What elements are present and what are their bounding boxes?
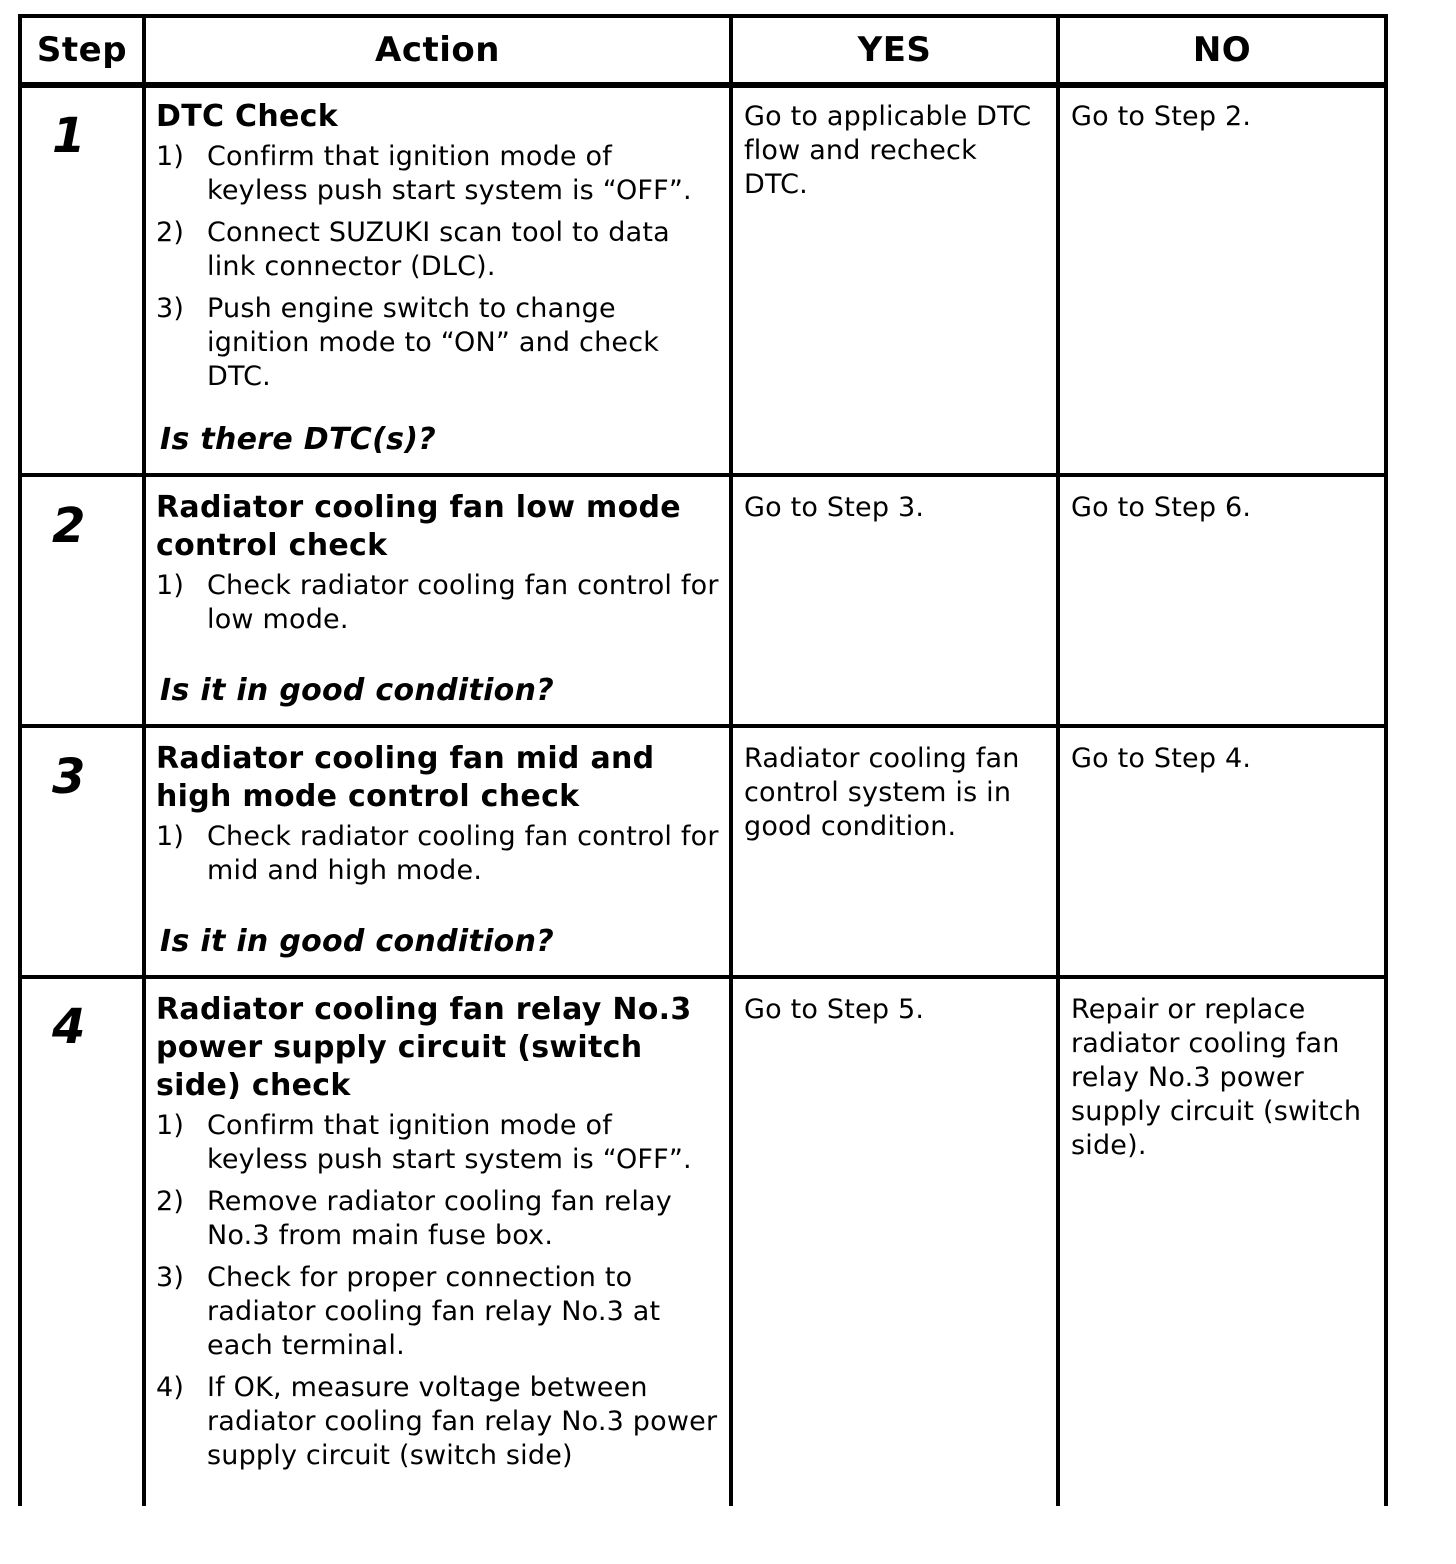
action-item-number: 1) (156, 821, 185, 852)
no-cell: Go to Step 4. (1071, 743, 1252, 774)
header-yes: YES (857, 30, 932, 70)
action-question: Is there DTC(s)? (160, 422, 436, 457)
action-item (156, 569, 719, 637)
action-item (156, 292, 719, 394)
step-number: 3 (52, 749, 86, 805)
row-divider (18, 86, 1388, 88)
step-number: 1 (52, 108, 86, 164)
action-item (156, 1371, 719, 1473)
action-cell (146, 740, 729, 975)
table-border-right (1384, 14, 1388, 1506)
action-item-text: Check for proper connection to radiator cooling fan relay No.3 at each terminal. (207, 1262, 661, 1361)
action-item (156, 140, 719, 208)
header-step: Step (36, 30, 128, 70)
row-divider (18, 975, 1388, 979)
column-divider (1056, 14, 1060, 1506)
action-item-number: 2) (156, 1186, 185, 1217)
action-item-text: Confirm that ignition mode of keyless push start system is “OFF”. (207, 1110, 692, 1175)
action-item-number: 4) (156, 1372, 185, 1403)
action-item-number: 1) (156, 1110, 185, 1141)
action-list (156, 1109, 719, 1473)
action-item (156, 1109, 719, 1177)
action-title: Radiator cooling fan relay No.3 power supply circuit (switch side) check (156, 992, 692, 1103)
action-item-number: 1) (156, 141, 185, 172)
action-question: Is it in good condition? (160, 673, 554, 708)
action-item-number: 1) (156, 570, 185, 601)
action-item-text: Push engine switch to change ignition mode to “ON” and check DTC. (207, 293, 660, 392)
action-title: DTC Check (156, 99, 338, 134)
no-cell: Go to Step 2. (1071, 101, 1252, 132)
action-list (156, 140, 719, 394)
column-divider (729, 14, 733, 1506)
row-divider (18, 473, 1388, 477)
action-item-text: Remove radiator cooling fan relay No.3 from main fuse box. (207, 1186, 672, 1251)
action-question: Is it in good condition? (160, 924, 554, 959)
action-item-text: Confirm that ignition mode of keyless push start system is “OFF”. (207, 141, 692, 206)
yes-cell: Go to applicable DTC flow and recheck DTC. (744, 101, 1032, 200)
action-item-text: Check radiator cooling fan control for mid and high mode. (207, 821, 719, 886)
action-item-number: 2) (156, 217, 185, 248)
action-cell (146, 489, 729, 724)
action-cell (146, 98, 729, 473)
action-cell (146, 991, 729, 1506)
action-item-text: Check radiator cooling fan control for low mode. (207, 570, 719, 635)
action-item (156, 216, 719, 284)
action-item-number: 3) (156, 293, 185, 324)
header-action: Action (375, 30, 500, 70)
action-title: Radiator cooling fan low mode control check (156, 490, 681, 563)
action-title: Radiator cooling fan mid and high mode control check (156, 741, 655, 814)
step-number: 4 (52, 999, 86, 1055)
action-item-text: Connect SUZUKI scan tool to data link connector (DLC). (207, 217, 670, 282)
header-no: NO (1192, 30, 1252, 70)
action-list (156, 820, 719, 888)
action-item-number: 3) (156, 1262, 185, 1293)
no-cell: Repair or replace radiator cooling fan relay No.3 power supply circuit (switch side). (1071, 994, 1362, 1161)
yes-cell: Radiator cooling fan control system is in good condition. (744, 743, 1020, 842)
row-divider (18, 724, 1388, 728)
yes-cell: Go to Step 3. (744, 492, 925, 523)
action-item-text: If OK, measure voltage between radiator cooling fan relay No.3 power supply circuit (switch side) (207, 1372, 718, 1471)
yes-cell: Go to Step 5. (744, 994, 925, 1025)
action-item (156, 1261, 719, 1363)
table-border-left (18, 14, 22, 1506)
action-item (156, 1185, 719, 1253)
action-item (156, 820, 719, 888)
no-cell: Go to Step 6. (1071, 492, 1252, 523)
action-list (156, 569, 719, 637)
step-number: 2 (52, 498, 86, 554)
